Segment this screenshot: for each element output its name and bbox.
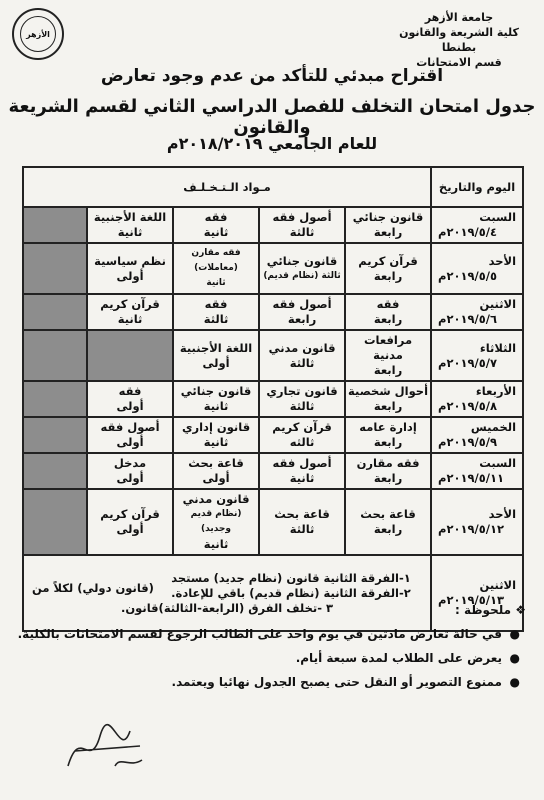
notes-list bbox=[16, 622, 526, 694]
subject-cell: قانون جنائي ثانية bbox=[173, 381, 259, 417]
academic-year: للعام الجامعي ٢٠١٨/٢٠١٩م bbox=[166, 134, 378, 153]
subject-cell: فقه مقارن (معاملات) ثانية bbox=[173, 243, 259, 294]
day-cell: السبت ٢٠١٩/٥/١١م bbox=[431, 453, 523, 489]
bullet-icon: ● bbox=[509, 675, 520, 689]
empty-cell bbox=[23, 489, 87, 555]
empty-cell bbox=[23, 294, 87, 330]
university-seal-icon bbox=[12, 8, 64, 60]
subject-cell: أصول فقه ثالثة bbox=[259, 207, 345, 243]
subject-cell: مدخل أولى bbox=[87, 453, 173, 489]
day-cell: الأحد ٢٠١٩/٥/١٢م bbox=[431, 489, 523, 555]
table-row bbox=[23, 489, 523, 555]
institution-header bbox=[384, 10, 534, 70]
seal-text: الأزهر bbox=[26, 29, 50, 39]
table-row bbox=[23, 381, 523, 417]
empty-cell bbox=[23, 207, 87, 243]
subject-cell: قرآن كريم أولى bbox=[87, 489, 173, 555]
day-cell: الخميس ٢٠١٩/٥/٩م bbox=[431, 417, 523, 453]
empty-cell bbox=[23, 453, 87, 489]
table-header-row bbox=[23, 167, 523, 207]
empty-cell bbox=[87, 330, 173, 381]
subject-cell: فقه ثالثة bbox=[173, 294, 259, 330]
subject-cell: قاعة بحث ثالثة bbox=[259, 489, 345, 555]
subject-cell: قانون جنائي رابعة bbox=[345, 207, 431, 243]
university-name: جامعة الأزهر bbox=[424, 11, 494, 24]
subject-cell: فقه ثانية bbox=[173, 207, 259, 243]
subject-cell: مرافعات مدنية رابعة bbox=[345, 330, 431, 381]
subject-cell: أصول فقه أولى bbox=[87, 417, 173, 453]
bullet-icon: ● bbox=[509, 651, 520, 665]
table-row bbox=[23, 417, 523, 453]
subject-cell: قرآن كريم ثالثه bbox=[259, 417, 345, 453]
subject-cell: إدارة عامه رابعة bbox=[345, 417, 431, 453]
department-name: قسم الامتحانات bbox=[416, 56, 502, 69]
empty-cell bbox=[23, 417, 87, 453]
day-cell: الأحد ٢٠١٩/٥/٥م bbox=[431, 243, 523, 294]
international-law-note: (قانون دولي) لكلاً من bbox=[32, 580, 154, 595]
empty-cell bbox=[23, 243, 87, 294]
notes-section bbox=[16, 598, 526, 694]
bullet-icon: ● bbox=[509, 627, 520, 641]
empty-cell bbox=[23, 330, 87, 381]
list-item: ● ممنوع التصوير أو النقل حتى يصبح الجدول نهائيا ويعتمد. bbox=[16, 670, 502, 694]
faculty-name: كلية الشريعة والقانون بطنطا bbox=[399, 26, 519, 54]
subject-cell: اللغة الأجنبية ثانية bbox=[87, 207, 173, 243]
header-day-date: اليوم والتاريخ bbox=[431, 167, 523, 207]
subject-cell: فقه رابعة bbox=[345, 294, 431, 330]
subject-cell: قرآن كريم ثانية bbox=[87, 294, 173, 330]
subject-cell: قاعة بحث أولى bbox=[173, 453, 259, 489]
day-cell: السبت ٢٠١٩/٥/٤م bbox=[431, 207, 523, 243]
subject-cell: فقه أولى bbox=[87, 381, 173, 417]
schedule-title: جدول امتحان التخلف للفصل الدراسي الثاني لقسم الشريعة والقانون bbox=[8, 96, 536, 138]
subject-cell: أحوال شخصية رابعة bbox=[345, 381, 431, 417]
day-cell: الاثنين ٢٠١٩/٥/٦م bbox=[431, 294, 523, 330]
subject-cell: قانون جنائي ثالثة (نظام قديم) bbox=[259, 243, 345, 294]
header-subjects: مـواد الـتـخـلـف bbox=[23, 167, 431, 207]
subject-cell: قانون مدني (نظام قديم وجديد) ثانية bbox=[173, 489, 259, 555]
proposal-title: اقتراح مبدئي للتأكد من عدم وجود تعارض bbox=[100, 66, 444, 86]
list-item: ● يعرض على الطلاب لمدة سبعة أيام. bbox=[16, 646, 502, 670]
notes-label: ❖ ملحوظة : bbox=[455, 603, 526, 617]
group-line-2: ٢-الفرقة الثانية (نظام قديم) باقي للإعادة. bbox=[171, 585, 411, 600]
empty-cell bbox=[23, 381, 87, 417]
subject-cell: قانون مدني ثالثة bbox=[259, 330, 345, 381]
subject-cell: اللغة الأجنبية أولى bbox=[173, 330, 259, 381]
exam-schedule-table bbox=[22, 166, 524, 632]
table-row bbox=[23, 453, 523, 489]
table-row bbox=[23, 330, 523, 381]
day-cell: الأربعاء ٢٠١٩/٥/٨م bbox=[431, 381, 523, 417]
subject-cell: أصول فقه رابعة bbox=[259, 294, 345, 330]
subject-cell: فقه مقارن رابعة bbox=[345, 453, 431, 489]
subject-cell: أصول فقه ثانية bbox=[259, 453, 345, 489]
day-cell: الثلاثاء ٢٠١٩/٥/٧م bbox=[431, 330, 523, 381]
subject-cell: قرآن كريم رابعة bbox=[345, 243, 431, 294]
subject-cell: قانون إداري ثانية bbox=[173, 417, 259, 453]
table-row bbox=[23, 243, 523, 294]
handwritten-signature-icon bbox=[60, 716, 150, 776]
group-line-3: ٣ -تخلف الفرق (الرابعة-الثالثة)قانون. bbox=[121, 600, 334, 615]
subject-cell: نظم سياسية أولى bbox=[87, 243, 173, 294]
group-line-1: ١-الفرقة الثانية قانون (نظام جديد) مستجد bbox=[171, 570, 411, 585]
table-row bbox=[23, 294, 523, 330]
day-cell: الاثنين ٢٠١٩/٥/١٣م bbox=[431, 555, 523, 631]
list-item: ● في حالة تعارض مادتين في يوم واحد على الطالب الرجوع لقسم الامتحانات بالكلية. bbox=[16, 622, 502, 646]
table-row bbox=[23, 207, 523, 243]
subject-cell: قانون تجاري ثالثة bbox=[259, 381, 345, 417]
subject-cell: قاعة بحث رابعة bbox=[345, 489, 431, 555]
